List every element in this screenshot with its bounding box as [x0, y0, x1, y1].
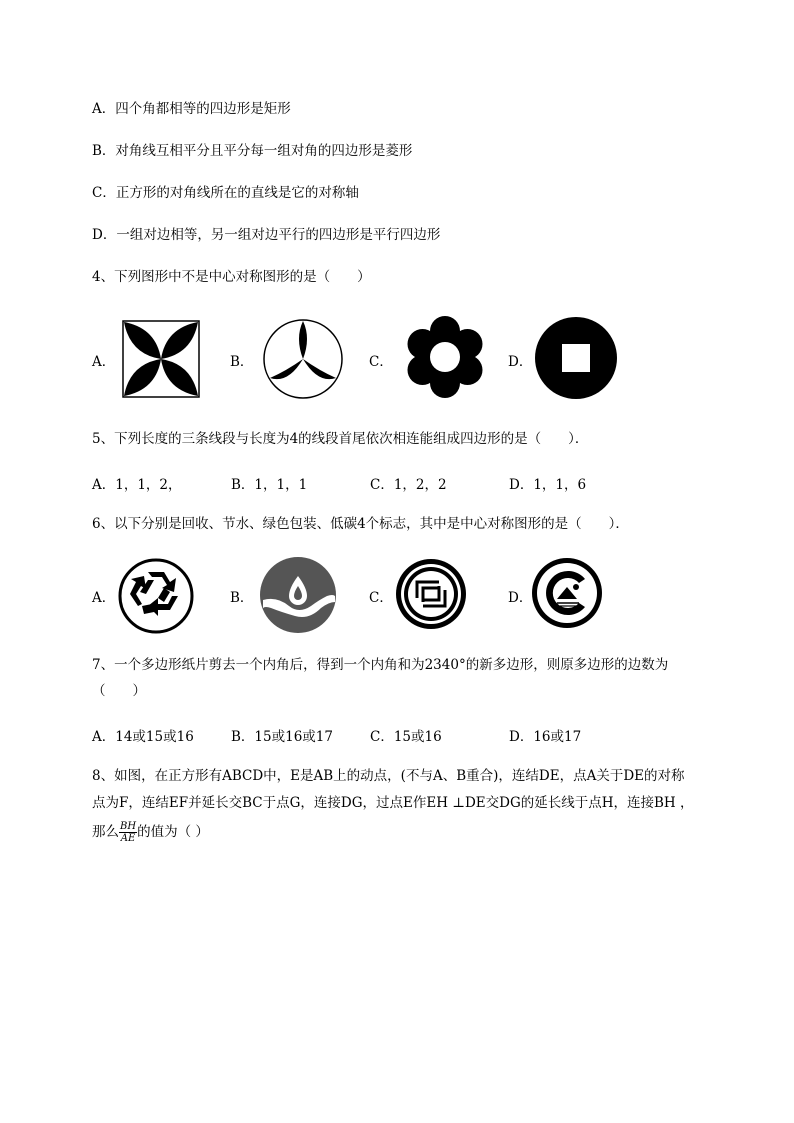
q3-option-a: A．四个角都相等的四边形是矩形	[92, 101, 291, 117]
q4-figure-a-four-petal-square	[122, 320, 200, 398]
q4-label-a: A．	[92, 354, 116, 370]
q7-stem-line2: （ ）	[92, 683, 146, 699]
q8-line3-prefix: 那么	[92, 824, 119, 840]
q5-option-d: D．1，1，6	[509, 477, 587, 493]
q8-fraction-denominator: AE	[120, 833, 136, 844]
q6-label-d: D．	[508, 590, 533, 606]
q7-option-a: A．14或15或16	[92, 729, 194, 745]
q4-figure-b-three-blade-circle	[262, 318, 344, 400]
q6-low-carbon-logo	[531, 557, 603, 629]
q6-recycle-logo	[118, 558, 194, 634]
q5-option-a: A．1，1，2，	[92, 477, 182, 493]
q4-label-d: D．	[508, 354, 533, 370]
q8-line3	[92, 818, 209, 846]
q7-option-b: B．15或16或17	[231, 729, 333, 745]
q8-line3-suffix: 的值为（ ）	[137, 824, 209, 840]
q3-option-d: D．一组对边相等，另一组对边平行的四边形是平行四边形	[92, 227, 441, 243]
q3-option-b: B．对角线互相平分且平分每一组对角的四边形是菱形	[92, 143, 413, 159]
q5-stem: 5、下列长度的三条线段与长度为4的线段首尾依次相连能组成四边形的是（ ）．	[92, 431, 589, 447]
q6-label-b: B．	[230, 590, 254, 606]
q4-label-c: C．	[369, 354, 393, 370]
q7-option-c: C．15或16	[370, 729, 442, 745]
q5-option-c: C．1，2，2	[370, 477, 447, 493]
q7-stem-line1: 7、一个多边形纸片剪去一个内角后，得到一个内角和为2340°的新多边形，则原多边形的边数为	[92, 657, 669, 673]
q8-line1: 8、如图，在正方形有ABCD中，E是AB上的动点，(不与A、B重合)，连结DE，点A关于DE的对称	[92, 768, 685, 784]
q6-label-c: C．	[369, 590, 393, 606]
q4-figure-c-flower	[404, 316, 486, 398]
q4-figure-d-coin-square-hole	[534, 316, 618, 400]
q6-stem: 6、以下分别是回收、节水、绿色包装、低碳4个标志，其中是中心对称图形的是（ ）．	[92, 516, 629, 532]
q6-label-a: A．	[92, 590, 116, 606]
q5-options	[92, 473, 586, 493]
q8-line2: 点为F，连结EF并延长交BC于点G，连接DG，过点E作EH ⊥DE交DG的延长线于点H，连接BH ，	[92, 795, 694, 811]
q8-fraction	[119, 821, 137, 844]
q8-fraction-numerator: BH	[120, 821, 137, 832]
q7-option-d: D．16或17	[509, 729, 582, 745]
q6-water-saving-logo	[259, 556, 337, 634]
q6-green-packaging-logo	[395, 558, 467, 630]
q7-options	[92, 725, 581, 745]
q3-option-c: C．正方形的对角线所在的直线是它的对称轴	[92, 185, 359, 201]
q4-stem: 4、下列图形中不是中心对称图形的是（ ）	[92, 269, 371, 285]
q4-label-b: B．	[230, 354, 254, 370]
q5-option-b: B．1，1，1	[231, 477, 308, 493]
